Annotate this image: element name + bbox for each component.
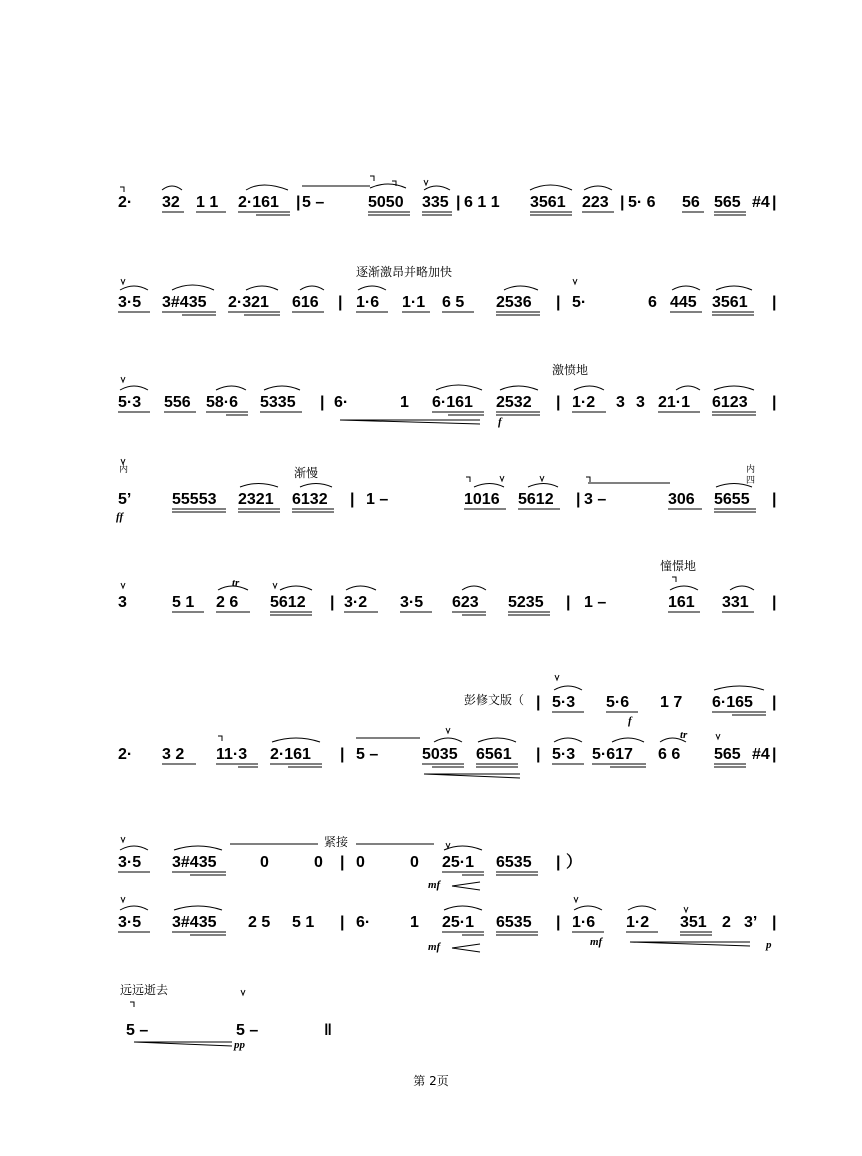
note-group: 6 5	[442, 294, 465, 311]
note-group: 331	[722, 594, 749, 611]
note-group: 6·161	[432, 394, 473, 411]
note-group: 1·1	[402, 294, 426, 311]
note-group: 1 7	[660, 694, 683, 711]
note-group: 0	[314, 854, 323, 871]
note-group: 161	[668, 594, 695, 611]
system-3	[118, 385, 776, 428]
barline: |	[772, 594, 777, 611]
barline: |	[556, 294, 561, 311]
barline: |	[556, 394, 561, 411]
note-group: 3#435	[162, 294, 207, 311]
hairpin	[134, 1042, 232, 1046]
note-group: 1·2	[572, 394, 596, 411]
note-group: 3561	[712, 294, 748, 311]
page-number: 第 2页	[413, 1074, 449, 1088]
dynamic-p: p	[766, 939, 772, 951]
note-group: 5·3	[552, 746, 576, 763]
note-group: 3	[118, 594, 127, 611]
note-group: 3561	[530, 194, 566, 211]
note-group: 5035	[422, 746, 458, 763]
note-group: 2·	[118, 746, 133, 763]
note-group: 3’	[744, 914, 758, 931]
note-group: 6 1 1	[464, 194, 500, 211]
barline: |	[338, 294, 343, 311]
note-group: 21·1	[658, 394, 691, 411]
system-7a	[118, 844, 582, 891]
barline: |	[350, 491, 355, 508]
note-group: 5612	[518, 491, 554, 508]
note-group: 5·3	[118, 394, 142, 411]
barline: |	[772, 394, 777, 411]
note-group: 3·5	[118, 854, 142, 871]
note-group: 6535	[496, 914, 532, 931]
barline: |	[566, 594, 571, 611]
note-group: 5 –	[356, 746, 379, 763]
barline: |	[772, 491, 777, 508]
note-group: #4	[752, 746, 770, 763]
note-group: 5335	[260, 394, 296, 411]
system-5	[118, 577, 776, 615]
note-group: 5050	[368, 194, 404, 211]
note-group: 1·6	[356, 294, 380, 311]
dynamic-mf: mf	[590, 936, 603, 948]
barline: |	[340, 914, 345, 931]
note-group: 6	[648, 294, 657, 311]
note-group: 25·1	[442, 854, 475, 871]
note-group: 0	[356, 854, 365, 871]
note-group: 2	[722, 914, 731, 931]
barline: |	[556, 914, 561, 931]
note-group: #4	[752, 194, 770, 211]
barline: |	[620, 194, 625, 211]
note-group: 56	[682, 194, 700, 211]
note-group: 1 –	[366, 491, 389, 508]
note-group: 3·5	[118, 914, 142, 931]
note-group: 223	[582, 194, 609, 211]
barline: |	[576, 491, 581, 508]
note-group: 5 –	[302, 194, 325, 211]
note-group: 1 –	[584, 594, 607, 611]
note-group: 2·	[118, 194, 133, 211]
note-group: 6 6	[658, 746, 681, 763]
barline: |	[772, 914, 777, 931]
system-6a	[536, 686, 776, 727]
note-group: 55553	[172, 491, 217, 508]
dynamic-f: f	[498, 416, 502, 428]
barline: |	[320, 394, 325, 411]
system-2	[118, 285, 776, 315]
note-group: 2·321	[228, 294, 269, 311]
system-6b	[118, 729, 776, 778]
system-8	[126, 1022, 332, 1051]
note-group: 1	[400, 394, 409, 411]
barline: |	[536, 694, 541, 711]
note-group: 3#435	[172, 914, 217, 931]
final-barline: ‖	[324, 1022, 332, 1039]
dynamic-ff: ff	[116, 511, 124, 523]
note-group: 5235	[508, 594, 544, 611]
note-group: 5 1	[172, 594, 195, 611]
note-group: 2·161	[238, 194, 279, 211]
note-group: 5 1	[292, 914, 315, 931]
note-group: 0	[260, 854, 269, 871]
note-group: 5· 6	[628, 194, 656, 211]
note-group: 32	[162, 194, 180, 211]
note-group: 6·165	[712, 694, 753, 711]
paren-close: ）	[566, 854, 583, 871]
note-group: 5 –	[126, 1022, 149, 1039]
note-group: 306	[668, 491, 695, 508]
dynamic-f: f	[628, 715, 632, 727]
note-group: 3 –	[584, 491, 607, 508]
note-group: 3#435	[172, 854, 217, 871]
barline: |	[330, 594, 335, 611]
note-group: 2536	[496, 294, 532, 311]
barline: |	[456, 194, 461, 211]
edition-label: 彭修文版（	[464, 693, 525, 707]
note-group: 5’	[118, 491, 132, 508]
note-group: 623	[452, 594, 479, 611]
note-group: 1·6	[572, 914, 596, 931]
barline: |	[296, 194, 301, 211]
dynamic-mf: mf	[428, 879, 441, 891]
note-group: 5655	[714, 491, 750, 508]
note-group: 5·3	[552, 694, 576, 711]
tempo-annotation: 紧接	[324, 835, 349, 849]
ornament-si: 四	[746, 476, 756, 486]
note-group: 616	[292, 294, 319, 311]
note-group: 3	[636, 394, 645, 411]
note-group: 556	[164, 394, 191, 411]
note-group: 1 1	[196, 194, 219, 211]
note-group: 6132	[292, 491, 328, 508]
barline: |	[556, 854, 561, 871]
note-group: 1016	[464, 491, 500, 508]
barline: |	[772, 294, 777, 311]
note-group: 3·2	[344, 594, 368, 611]
ornament-nei: 内	[746, 465, 756, 475]
mood-annotation: 憧憬地	[660, 559, 697, 573]
note-group: 5·	[572, 294, 587, 311]
note-group: 335	[422, 194, 449, 211]
note-group: 2 5	[248, 914, 271, 931]
underlines	[118, 285, 754, 315]
ornament-nei: 内	[119, 465, 129, 475]
system-7b	[118, 906, 776, 953]
note-group: 565	[714, 746, 741, 763]
system-1	[118, 184, 776, 215]
note-group: 3·5	[400, 594, 424, 611]
mood-annotation: 激愤地	[552, 363, 589, 377]
note-group: 1·2	[626, 914, 650, 931]
dynamic-mf: mf	[428, 941, 441, 953]
system-4	[116, 463, 776, 523]
trill-mark: tr	[680, 729, 688, 741]
note-group: 351	[680, 914, 707, 931]
note-group: 6123	[712, 394, 748, 411]
note-group: 6·	[334, 394, 349, 411]
barline: |	[340, 746, 345, 763]
note-group: 5·617	[592, 746, 633, 763]
note-group: 3 2	[162, 746, 185, 763]
note-group: 445	[670, 294, 697, 311]
barline: |	[536, 746, 541, 763]
barline: |	[340, 854, 345, 871]
note-group: 11·3	[216, 746, 248, 763]
note-group: 565	[714, 194, 741, 211]
tempo-annotation: 渐慢	[294, 466, 319, 480]
barline: |	[772, 746, 777, 763]
barline: |	[772, 194, 777, 211]
note-group: 2·161	[270, 746, 311, 763]
note-group: 6561	[476, 746, 512, 763]
note-group: 0	[410, 854, 419, 871]
note-group: 3·5	[118, 294, 142, 311]
dynamic-pp: pp	[234, 1039, 245, 1051]
note-group: 2321	[238, 491, 274, 508]
note-group: 2 6	[216, 594, 239, 611]
note-group: 6·	[356, 914, 371, 931]
tempo-annotation: 逐渐激昂并略加快	[356, 265, 453, 279]
note-group: 58·6	[206, 394, 239, 411]
note-group: 6535	[496, 854, 532, 871]
note-group: 3	[616, 394, 625, 411]
note-group: 5·6	[606, 694, 630, 711]
note-group: 25·1	[442, 914, 475, 931]
mood-annotation: 远远逝去	[120, 983, 169, 997]
note-group: 5612	[270, 594, 306, 611]
trill-mark: tr	[232, 577, 240, 589]
note-group: 2532	[496, 394, 532, 411]
barline: |	[772, 694, 777, 711]
note-group: 1	[410, 914, 419, 931]
note-group: 5 –	[236, 1022, 259, 1039]
